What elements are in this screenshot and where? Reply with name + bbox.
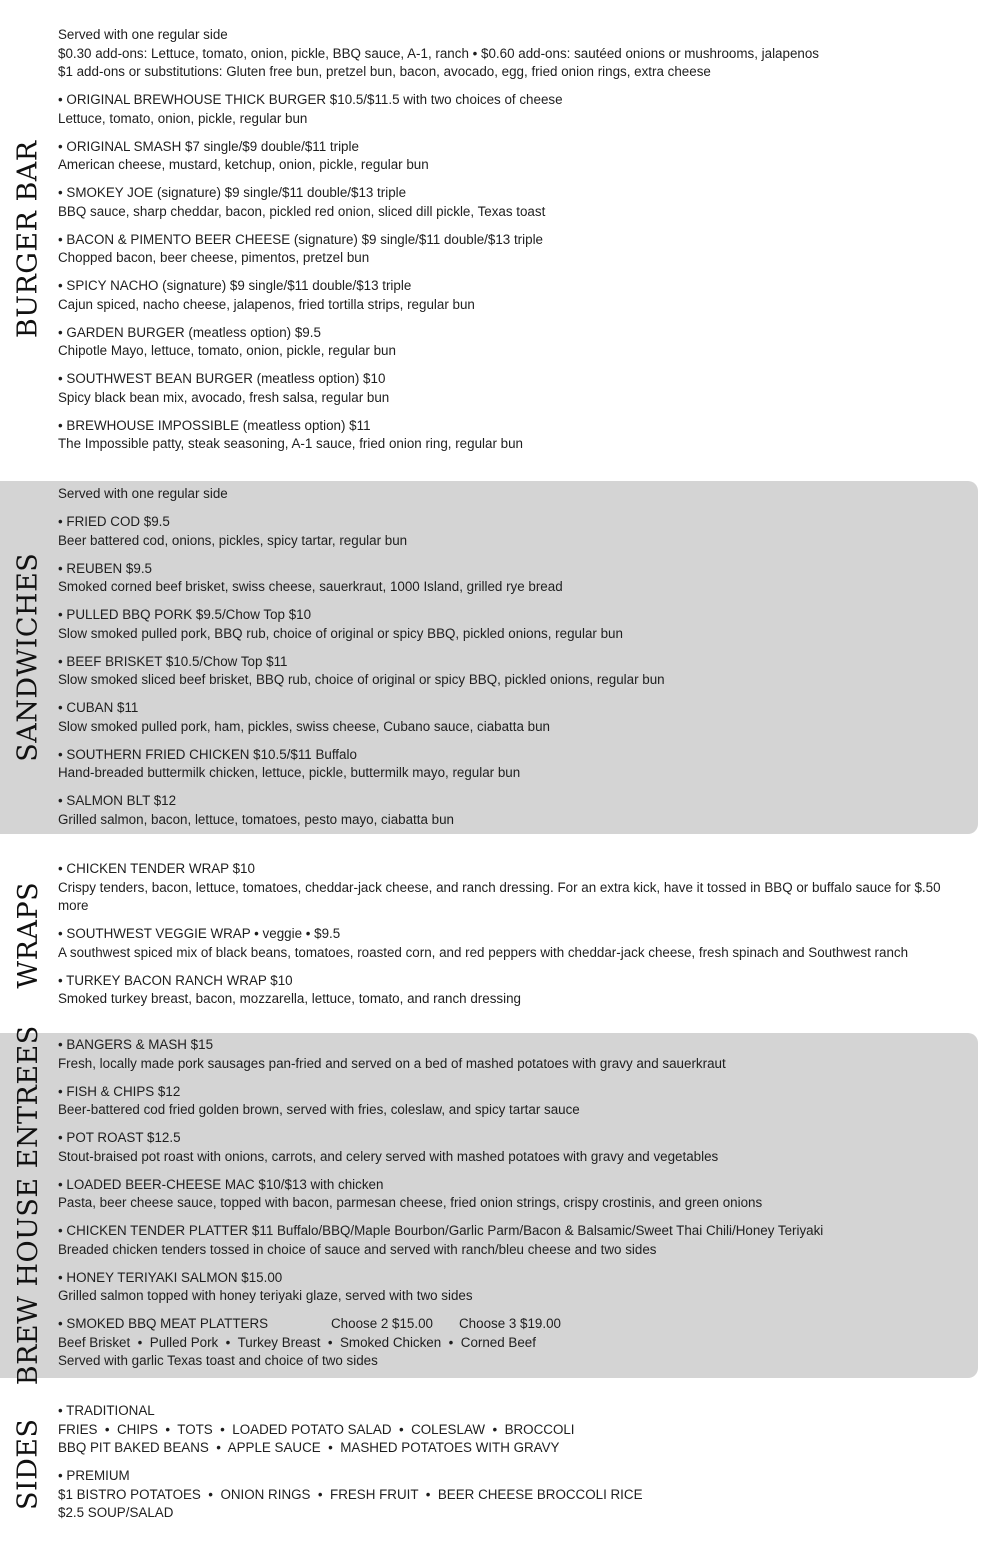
sides-title (0, 1384, 58, 1545)
sides-title-text: SIDES (12, 1418, 44, 1511)
menu-item (58, 560, 960, 597)
menu-item-desc: Slow smoked sliced beef brisket, BBQ rub, choice of original or spicy BBQ, pickled onions, regular bun (58, 672, 665, 687)
menu-item-name: • BREWHOUSE IMPOSSIBLE (meatless option) $11 (58, 417, 371, 433)
menu-item-name: • CUBAN $11 (58, 700, 139, 715)
menu-item-name: • ORIGINAL SMASH $7 single/$9 double/$11 triple (58, 138, 359, 154)
menu-item-name: • BANGERS & MASH $15 (58, 1037, 214, 1052)
sandwiches-title (0, 481, 58, 834)
menu-item-name: • POT ROAST $12.5 (58, 1130, 181, 1145)
menu-item-desc: American cheese, mustard, ketchup, onion, pickle, regular bun (58, 157, 429, 172)
menu-item (58, 370, 960, 407)
sides-traditional-label: • TRADITIONAL (58, 1403, 155, 1418)
menu-item-name: • GARDEN BURGER (meatless option) $9.5 (58, 324, 321, 340)
menu-item (58, 1129, 960, 1166)
burger-bar-section (0, 0, 978, 478)
platters-header (58, 1315, 960, 1334)
menu-item (58, 1222, 960, 1259)
platters-choose-2: Choose 2 $15.00 (331, 1316, 433, 1331)
menu-item-name: • SMOKEY JOE (signature) $9 single/$11 double/$13 triple (58, 185, 407, 200)
menu-item (58, 699, 960, 736)
wraps-section (0, 840, 978, 1030)
menu-item-desc: Beer-battered cod fried golden brown, served with fries, coleslaw, and spicy tartar sauce (58, 1102, 580, 1117)
burger-substitutions-line: $1 add-ons or substitutions: Gluten free bun, pretzel bun, bacon, avocado, egg, fried onion rings, extra cheese (58, 64, 711, 79)
menu-item-name: • SOUTHWEST VEGGIE WRAP • veggie • $9.5 (58, 926, 341, 941)
burger-bar-title-text: BURGER BAR (12, 140, 44, 338)
menu-item-name: • LOADED BEER-CHEESE MAC $10/$13 with chicken (58, 1176, 384, 1192)
platters-meats: Beef Brisket • Pulled Pork • Turkey Breast • Smoked Chicken • Corned Beef (58, 1334, 536, 1350)
menu-item-desc: Grilled salmon, bacon, lettuce, tomatoes, pesto mayo, ciabatta bun (58, 811, 454, 827)
menu-item (58, 1176, 960, 1213)
sandwiches-title-text: SANDWICHES (12, 552, 44, 763)
menu-item-name: • FRIED COD $9.5 (58, 514, 170, 529)
wraps-content (58, 860, 960, 1009)
entrees-title-text: BREW HOUSE ENTREES (12, 1025, 44, 1386)
entrees-content (58, 1036, 960, 1371)
wraps-title (0, 840, 58, 1030)
menu-item (58, 231, 960, 268)
menu-item (58, 184, 960, 221)
platters-note: Served with garlic Texas toast and choice of two sides (58, 1353, 378, 1368)
menu-item-desc: The Impossible patty, steak seasoning, A-1 sauce, fried onion ring, regular bun (58, 436, 523, 451)
menu-item-name: • SALMON BLT $12 (58, 793, 177, 808)
menu-item-name: • HONEY TERIYAKI SALMON $15.00 (58, 1269, 283, 1285)
menu-item-desc: Spicy black bean mix, avocado, fresh salsa, regular bun (58, 389, 390, 405)
menu-item-desc: BBQ sauce, sharp cheddar, bacon, pickled red onion, sliced dill pickle, Texas toast (58, 203, 546, 219)
menu-item-desc: Crispy tenders, bacon, lettuce, tomatoes, cheddar-jack cheese, and ranch dressing. For an extra kick, have it tossed in BBQ or buffalo sauce for $.50 more (58, 879, 941, 913)
menu-item (58, 513, 960, 550)
entrees-section (0, 1025, 978, 1386)
menu-item-desc: Lettuce, tomato, onion, pickle, regular bun (58, 110, 308, 126)
menu-item-desc: A southwest spiced mix of black beans, tomatoes, roasted corn, and red peppers with cheddar-jack cheese, fresh spinach and Southwest ranch (58, 944, 909, 960)
menu-item-desc: Slow smoked pulled pork, ham, pickles, swiss cheese, Cubano sauce, ciabatta bun (58, 718, 550, 734)
menu-item-name: • REUBEN $9.5 (58, 560, 152, 576)
sides-traditional-line-2: BBQ PIT BAKED BEANS • APPLE SAUCE • MASHED POTATOES WITH GRAVY (58, 1440, 560, 1455)
menu-item-desc: Breaded chicken tenders tossed in choice of sauce and served with ranch/bleu cheese and two sides (58, 1241, 657, 1257)
menu-item-desc: Pasta, beer cheese sauce, topped with bacon, parmesan cheese, fried onion strings, crispy crostinis, and green onions (58, 1195, 763, 1210)
sandwiches-content (58, 485, 960, 829)
sandwiches-section (0, 481, 978, 834)
menu-item (58, 653, 960, 690)
menu-item-name: • CHICKEN TENDER PLATTER $11 Buffalo/BBQ/Maple Bourbon/Garlic Parm/Bacon & Balsamic/Sweet Thai Chili/Honey Teriyaki (58, 1223, 824, 1238)
menu-item-name: • SOUTHERN FRIED CHICKEN $10.5/$11 Buffalo (58, 746, 357, 762)
menu-item-platters (58, 1315, 960, 1371)
sides-traditional-line-1: FRIES • CHIPS • TOTS • LOADED POTATO SALAD • COLESLAW • BROCCOLI (58, 1421, 575, 1437)
sides-premium-line-2: $2.5 SOUP/SALAD (58, 1505, 174, 1520)
menu-item (58, 925, 960, 962)
menu-item-name: • SPICY NACHO (signature) $9 single/$11 double/$13 triple (58, 278, 412, 293)
burger-addons-line: $0.30 add-ons: Lettuce, tomato, onion, pickle, BBQ sauce, A-1, ranch • $0.60 add-ons: sautéed onions or mushrooms, jalapenos (58, 45, 819, 61)
menu-item-name: • TURKEY BACON RANCH WRAP $10 (58, 972, 293, 988)
menu-item-name: • ORIGINAL BREWHOUSE THICK BURGER $10.5/$11.5 with two choices of cheese (58, 92, 563, 107)
platters-choose-3: Choose 3 $19.00 (459, 1316, 561, 1331)
menu-item (58, 138, 960, 175)
menu-item (58, 91, 960, 128)
menu-item (58, 860, 960, 916)
menu-item-desc: Cajun spiced, nacho cheese, jalapenos, fried tortilla strips, regular bun (58, 296, 475, 312)
menu-item (58, 277, 960, 314)
menu-item (58, 324, 960, 361)
menu-item-name: • BEEF BRISKET $10.5/Chow Top $11 (58, 653, 288, 669)
sides-content (58, 1402, 960, 1523)
platters-name: • SMOKED BBQ MEAT PLATTERS (58, 1316, 269, 1331)
menu-item-name: • SOUTHWEST BEAN BURGER (meatless option) $10 (58, 371, 386, 386)
menu-item-desc: Hand-breaded buttermilk chicken, lettuce, pickle, buttermilk mayo, regular bun (58, 765, 521, 780)
menu-item-name: • PULLED BBQ PORK $9.5/Chow Top $10 (58, 607, 312, 622)
menu-item (58, 1269, 960, 1306)
menu-item-desc: Stout-braised pot roast with onions, carrots, and celery served with mashed potatoes with gravy and vegetables (58, 1148, 719, 1164)
menu-item-name: • FISH & CHIPS $12 (58, 1083, 181, 1099)
menu-item-desc: Grilled salmon topped with honey teriyaki glaze, served with two sides (58, 1288, 473, 1303)
menu-item (58, 746, 960, 783)
wraps-title-text: WRAPS (12, 881, 44, 989)
menu-item-desc: Smoked corned beef brisket, swiss cheese, sauerkraut, 1000 Island, grilled rye bread (58, 579, 563, 594)
menu-item-desc: Chopped bacon, beer cheese, pimentos, pretzel bun (58, 250, 370, 265)
sides-premium-line-1: $1 BISTRO POTATOES • ONION RINGS • FRESH FRUIT • BEER CHEESE BROCCOLI RICE (58, 1486, 643, 1502)
menu-item-desc: Smoked turkey breast, bacon, mozzarella, lettuce, tomato, and ranch dressing (58, 991, 521, 1006)
menu-item-desc: Slow smoked pulled pork, BBQ rub, choice of original or spicy BBQ, pickled onions, regular bun (58, 625, 623, 641)
menu-item (58, 792, 960, 829)
sides-section (0, 1384, 978, 1545)
menu-item-name: • CHICKEN TENDER WRAP $10 (58, 861, 255, 876)
burger-intro-line: Served with one regular side (58, 27, 228, 42)
sides-premium-label: • PREMIUM (58, 1468, 130, 1483)
menu-item (58, 1083, 960, 1120)
burger-bar-content (58, 26, 960, 454)
menu-item-desc: Fresh, locally made pork sausages pan-fried and served on a bed of mashed potatoes with gravy and sauerkraut (58, 1055, 726, 1071)
menu-item (58, 417, 960, 454)
menu-item-desc: Chipotle Mayo, lettuce, tomato, onion, pickle, regular bun (58, 343, 396, 358)
menu-item-desc: Beer battered cod, onions, pickles, spicy tartar, regular bun (58, 532, 408, 548)
burger-bar-title (0, 0, 58, 478)
menu-item (58, 606, 960, 643)
menu-item-name: • BACON & PIMENTO BEER CHEESE (signature) $9 single/$11 double/$13 triple (58, 231, 543, 247)
sandwiches-intro: Served with one regular side (58, 486, 228, 501)
entrees-title (0, 1025, 58, 1386)
menu-item (58, 1036, 960, 1073)
menu-item (58, 972, 960, 1009)
